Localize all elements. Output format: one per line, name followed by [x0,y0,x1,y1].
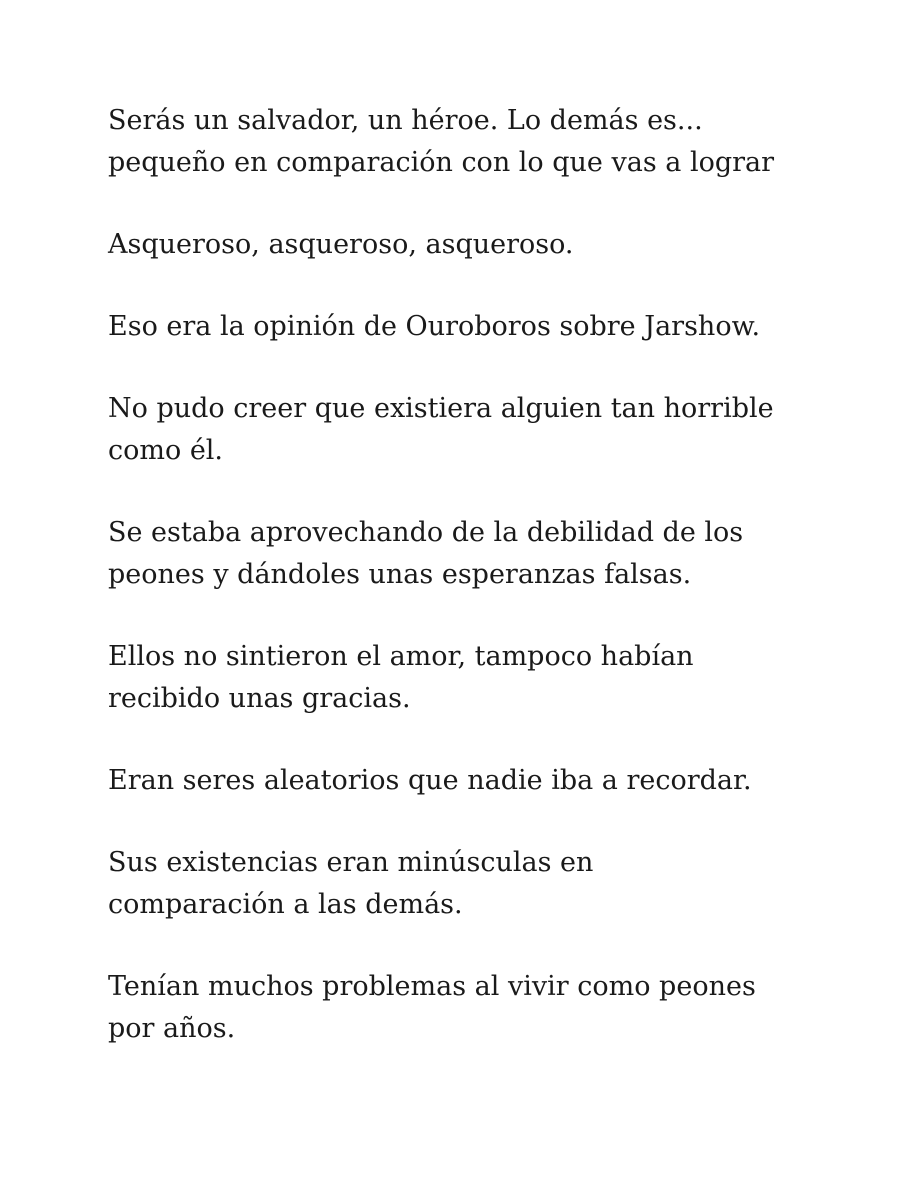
paragraph-5 [108,512,828,596]
paragraph-line: Asqueroso, asqueroso, asqueroso. [108,229,574,260]
paragraph-6 [108,636,828,720]
paragraph-line: Serás un salvador, un héroe. Lo demás es... [108,105,703,136]
paragraph-4 [108,388,828,472]
paragraph-line: No pudo creer que existiera alguien tan horrible [108,393,774,424]
paragraph-line: Se estaba aprovechando de la debilidad de los [108,517,744,548]
paragraph-line: comparación a las demás. [108,889,463,920]
paragraph-1 [108,100,828,184]
paragraph-line: Tenían muchos problemas al vivir como peones [108,971,756,1002]
paragraph-line: Ellos no sintieron el amor, tampoco habían [108,641,694,672]
paragraph-2 [108,224,828,266]
paragraph-line: como él. [108,435,224,466]
paragraph-line: recibido unas gracias. [108,683,411,714]
paragraph-line: Sus existencias eran minúsculas en [108,847,594,878]
paragraph-3 [108,306,828,348]
paragraph-7 [108,760,828,802]
paragraph-line: por años. [108,1013,236,1044]
paragraph-line: pequeño en comparación con lo que vas a lograr [108,147,775,178]
text-body [108,100,828,1090]
paragraph-line: Eran seres aleatorios que nadie iba a recordar. [108,765,752,796]
paragraph-line: peones y dándoles unas esperanzas falsas. [108,559,692,590]
paragraph-line: Eso era la opinión de Ouroboros sobre Jarshow. [108,311,761,342]
paragraph-9 [108,966,828,1050]
paragraph-8 [108,842,828,926]
